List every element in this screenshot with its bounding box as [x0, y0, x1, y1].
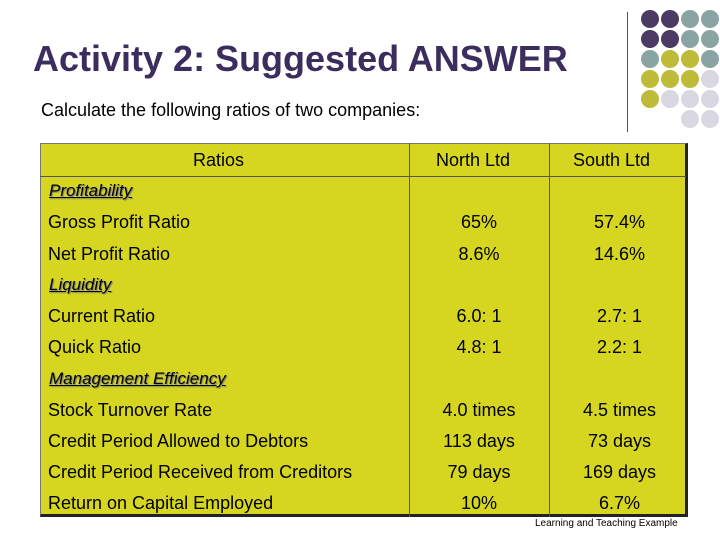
- north-value: 10%: [460, 493, 498, 513]
- row-label: Stock Turnover Rate: [48, 400, 213, 420]
- decor-dot: [681, 70, 699, 88]
- decor-dot: [681, 50, 699, 68]
- north-value: 65%: [460, 212, 498, 232]
- row-label: Quick Ratio: [48, 337, 142, 357]
- decor-dot: [701, 70, 719, 88]
- column-divider: [409, 143, 410, 517]
- decor-dot: [681, 90, 699, 108]
- decor-dot: [701, 10, 719, 28]
- footer-caption: Learning and Teaching Example: [535, 518, 678, 529]
- decor-dot: [701, 90, 719, 108]
- decorative-divider: [627, 12, 628, 132]
- row-label: Current Ratio: [48, 306, 156, 326]
- south-value: 2.7: 1: [596, 306, 643, 326]
- north-value: 79 days: [447, 462, 511, 482]
- north-value: 6.0: 1: [456, 306, 502, 326]
- section-profitability: Profitability: [49, 181, 133, 200]
- ratios-table: [40, 143, 688, 517]
- row-label: Net Profit Ratio: [48, 244, 171, 264]
- row-label: Gross Profit Ratio: [48, 212, 191, 232]
- north-value: 4.8: 1: [456, 337, 502, 357]
- north-value: 8.6%: [458, 244, 500, 264]
- south-value: 169 days: [582, 462, 657, 482]
- south-value: 57.4%: [593, 212, 646, 232]
- decor-dot: [681, 110, 699, 128]
- decor-dot: [701, 30, 719, 48]
- decor-dot: [681, 30, 699, 48]
- north-value: 4.0 times: [442, 400, 516, 420]
- decor-dot: [661, 50, 679, 68]
- row-label: Return on Capital Employed: [48, 493, 274, 513]
- header-ratios: Ratios: [193, 150, 245, 170]
- decor-dot: [701, 50, 719, 68]
- header-separator: [40, 176, 686, 177]
- header-north-ltd: North Ltd: [436, 150, 511, 170]
- header-south-ltd: South Ltd: [573, 150, 651, 170]
- decor-dot: [681, 10, 699, 28]
- south-value: 4.5 times: [582, 400, 657, 420]
- south-value: 6.7%: [598, 493, 641, 513]
- section-liquidity: Liquidity: [49, 275, 112, 294]
- decor-dot: [661, 30, 679, 48]
- slide-title: Activity 2: Suggested ANSWER: [33, 38, 568, 79]
- decor-dot: [641, 90, 659, 108]
- column-divider: [549, 143, 550, 517]
- decor-dot: [641, 10, 659, 28]
- row-label: Credit Period Allowed to Debtors: [48, 431, 309, 451]
- row-label: Credit Period Received from Creditors: [48, 462, 353, 482]
- section-management-efficiency: Management Efficiency: [49, 369, 226, 388]
- south-value: 73 days: [587, 431, 652, 451]
- decor-dot: [701, 110, 719, 128]
- decor-dot: [661, 70, 679, 88]
- slide-subtitle: Calculate the following ratios of two companies:: [41, 100, 421, 120]
- north-value: 113 days: [443, 431, 515, 451]
- decor-dot: [641, 70, 659, 88]
- decor-dot: [641, 50, 659, 68]
- decor-dot: [661, 10, 679, 28]
- decor-dot: [661, 90, 679, 108]
- south-value: 2.2: 1: [596, 337, 643, 357]
- decor-dot: [641, 30, 659, 48]
- south-value: 14.6%: [593, 244, 646, 264]
